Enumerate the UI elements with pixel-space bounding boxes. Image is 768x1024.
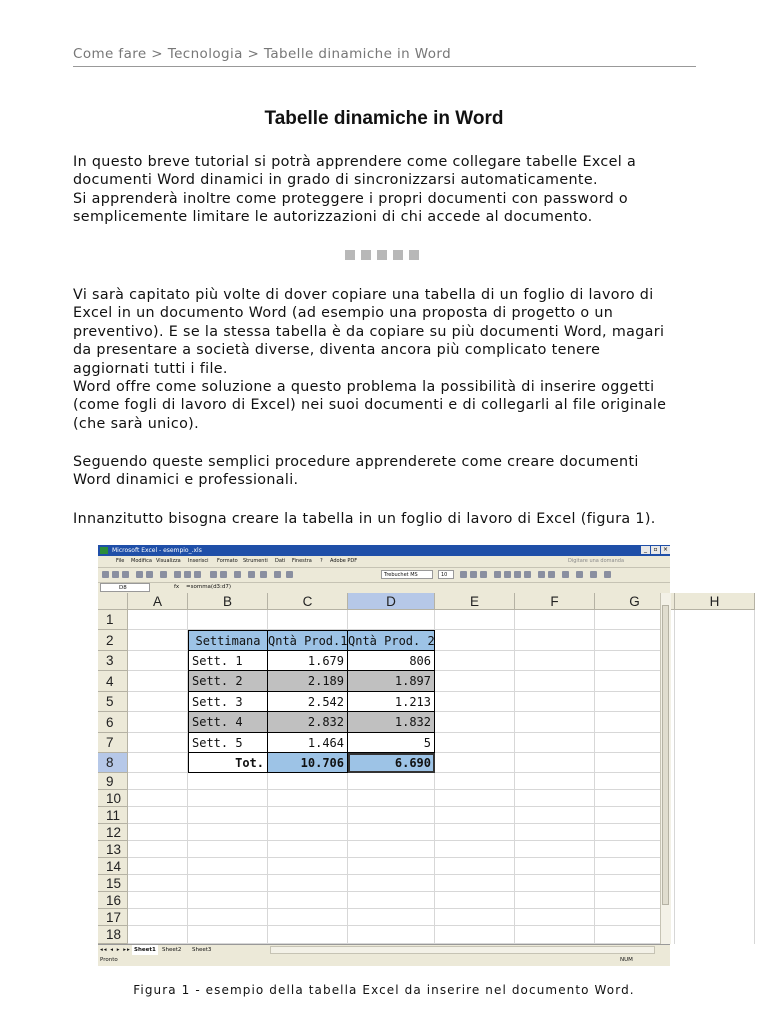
table-header-cell[interactable]: Qntà Prod.1 [268, 630, 348, 651]
align-center-icon[interactable] [504, 571, 511, 578]
sheet-tab-2[interactable]: Sheet2 [162, 947, 182, 953]
excel-title-bar [98, 545, 670, 556]
undo-icon[interactable] [210, 571, 217, 578]
row-header[interactable]: 16 [98, 892, 128, 909]
row-header[interactable]: 10 [98, 790, 128, 807]
table-cell[interactable]: 1.464 [268, 733, 348, 753]
font-name-select[interactable]: Trebuchet MS [381, 570, 433, 579]
select-all-corner[interactable] [98, 593, 128, 610]
redo-icon[interactable] [220, 571, 227, 578]
table-header-cell[interactable]: Qntà Prod. 2 [348, 630, 435, 651]
font-size-select[interactable]: 10 [438, 570, 454, 579]
table-cell[interactable]: 2.542 [268, 692, 348, 712]
body-paragraph-3 [73, 510, 703, 528]
column-header-c[interactable]: C [268, 593, 348, 610]
figure-caption: Figura 1 - esempio della tabella Excel da inserire nel documento Word. [133, 983, 635, 997]
section-separator [345, 250, 419, 260]
excel-app-icon [100, 547, 108, 554]
row-header[interactable]: 1 [98, 610, 128, 630]
text-line: Innanzitutto bisogna creare la tabella in un foglio di lavoro di Excel (figura 1). [73, 511, 656, 527]
text-line: Seguendo queste semplici procedure apprenderete come creare documenti [73, 454, 639, 470]
excel-status-bar [98, 955, 670, 966]
table-cell[interactable]: Sett. 1 [188, 651, 268, 671]
text-line: Excel in un documento Word (ad esempio una proposta di progetto o un [73, 305, 614, 322]
grid-line [128, 857, 670, 858]
grid-line [128, 806, 670, 807]
worksheet-grid[interactable] [98, 593, 720, 944]
menu-dati[interactable]: Dati [275, 558, 286, 564]
separator-square [377, 250, 387, 260]
text-line: In questo breve tutorial si potrà apprendere come collegare tabelle Excel a [73, 154, 637, 170]
body-paragraph-1 [73, 286, 703, 433]
open-icon[interactable] [112, 571, 119, 578]
align-left-icon[interactable] [494, 571, 501, 578]
grid-line [128, 891, 670, 892]
font-color-icon[interactable] [604, 571, 611, 578]
row-header[interactable]: 14 [98, 858, 128, 875]
table-cell[interactable]: Sett. 5 [188, 733, 268, 753]
close-button[interactable]: × [662, 546, 669, 553]
preview-icon[interactable] [146, 571, 153, 578]
column-header-g[interactable]: G [595, 593, 675, 610]
row-header[interactable]: 2 [98, 630, 128, 651]
row-header[interactable]: 12 [98, 824, 128, 841]
menu-finestra[interactable]: Finestra [292, 558, 312, 564]
borders-icon[interactable] [576, 571, 583, 578]
row-header[interactable]: 7 [98, 733, 128, 753]
fill-color-icon[interactable] [590, 571, 597, 578]
grid-line [128, 823, 670, 824]
table-cell[interactable]: 2.832 [268, 712, 348, 733]
chart-icon[interactable] [274, 571, 281, 578]
underline-icon[interactable] [480, 571, 487, 578]
table-cell[interactable]: Sett. 3 [188, 692, 268, 712]
scroll-thumb[interactable] [662, 605, 669, 905]
row-header[interactable]: 9 [98, 773, 128, 790]
column-header-e[interactable]: E [435, 593, 515, 610]
italic-icon[interactable] [470, 571, 477, 578]
name-box[interactable]: D8 [100, 583, 150, 592]
grid-line [128, 874, 670, 875]
table-cell[interactable]: Sett. 4 [188, 712, 268, 733]
row-header[interactable]: 15 [98, 875, 128, 892]
text-line: preventivo). E se la stessa tabella è da copiare su più documenti Word, magari [73, 323, 665, 340]
save-icon[interactable] [122, 571, 129, 578]
text-line: (come fogli di lavoro di Excel) nei suoi documenti e di collegarli al file originale [73, 397, 667, 414]
text-line: Vi sarà capitato più volte di dover copiare una tabella di un foglio di lavoro di [73, 287, 654, 303]
minimize-button[interactable]: _ [641, 546, 650, 554]
grid-line [514, 610, 515, 944]
menu-visualizza[interactable]: Visualizza [156, 558, 181, 564]
paste-icon[interactable] [194, 571, 201, 578]
row-header[interactable]: 3 [98, 651, 128, 671]
row-header[interactable]: 18 [98, 926, 128, 944]
total-label-cell[interactable]: Tot. [188, 753, 268, 773]
table-cell[interactable]: 1.897 [348, 671, 435, 692]
drawing-icon[interactable] [286, 571, 293, 578]
status-text: Pronto [100, 957, 118, 963]
menu-inserisci[interactable]: Inserisci [188, 558, 209, 564]
separator-square [345, 250, 355, 260]
text-line: semplicemente limitare le autorizzazioni di chi accede al documento. [73, 209, 593, 226]
row-header[interactable]: 6 [98, 712, 128, 733]
menu-help[interactable]: ? [320, 558, 323, 564]
autosum-icon[interactable] [248, 571, 255, 578]
separator-square [393, 250, 403, 260]
sheet-tabs-bar [98, 944, 670, 955]
merge-icon[interactable] [524, 571, 531, 578]
column-header-d[interactable]: D [348, 593, 435, 610]
currency-icon[interactable] [538, 571, 545, 578]
menu-strumenti[interactable]: Strumenti [243, 558, 268, 564]
help-search-box[interactable]: Digitare una domanda [568, 558, 625, 564]
column-header-b[interactable]: B [188, 593, 268, 610]
sheet-tab-1[interactable]: Sheet1 [134, 947, 156, 953]
new-icon[interactable] [102, 571, 109, 578]
grid-line [128, 840, 670, 841]
table-cell[interactable]: 2.189 [268, 671, 348, 692]
vertical-scrollbar[interactable] [660, 593, 671, 944]
horizontal-scrollbar[interactable] [270, 946, 655, 954]
grid-line [128, 789, 670, 790]
text-line: (che sarà unico). [73, 415, 200, 432]
table-cell[interactable]: 1.832 [348, 712, 435, 733]
grid-line [754, 610, 755, 944]
separator-square [409, 250, 419, 260]
menu-adobe-pdf[interactable]: Adobe PDF [330, 558, 358, 564]
excel-screenshot [98, 545, 720, 966]
grid-line [594, 610, 595, 944]
menu-modifica[interactable]: Modifica [131, 558, 152, 564]
breadcrumb[interactable]: Come fare > Tecnologia > Tabelle dinamiche in Word [73, 46, 696, 67]
text-line: documenti Word dinamici in grado di sincronizzarsi automaticamente. [73, 172, 598, 189]
sheet-nav-arrows[interactable]: ◂◂ ◂ ▸ ▸▸ [100, 947, 131, 953]
menu-file[interactable]: File [116, 558, 125, 564]
column-header-f[interactable]: F [515, 593, 595, 610]
table-cell[interactable]: 5 [348, 733, 435, 753]
copy-icon[interactable] [184, 571, 191, 578]
row-header[interactable]: 5 [98, 692, 128, 712]
formula-input[interactable]: =somma(d3:d7) [186, 584, 232, 590]
print-icon[interactable] [136, 571, 143, 578]
body-paragraph-2 [73, 453, 703, 490]
text-line: da presentare a società diverse, diventa ancora più complicato tenere [73, 342, 601, 359]
fx-icon: fx [174, 584, 180, 590]
table-cell[interactable]: 806 [348, 651, 435, 671]
indent-icon[interactable] [562, 571, 569, 578]
text-line: Word dinamici e professionali. [73, 472, 299, 489]
column-header-h[interactable]: H [675, 593, 755, 610]
column-header-a[interactable]: A [128, 593, 188, 610]
cut-icon[interactable] [174, 571, 181, 578]
text-line: aggiornati tutti i file. [73, 360, 228, 377]
table-cell[interactable]: Sett. 2 [188, 671, 268, 692]
sort-icon[interactable] [260, 571, 267, 578]
excel-menu-bar [98, 556, 670, 567]
menu-formato[interactable]: Formato [217, 558, 238, 564]
grid-line [674, 610, 675, 944]
bold-icon[interactable] [460, 571, 467, 578]
table-header-cell[interactable]: Settimana [188, 630, 268, 651]
total-cell[interactable]: 10.706 [268, 753, 348, 773]
num-lock-indicator: NUM [620, 957, 633, 963]
percent-icon[interactable] [548, 571, 555, 578]
text-line: Si apprenderà inoltre come proteggere i propri documenti con password o [73, 190, 629, 207]
restore-button[interactable]: ▫ [651, 546, 660, 554]
row-header[interactable]: 8 [98, 753, 128, 773]
excel-toolbar [98, 567, 670, 583]
table-cell[interactable]: 1.679 [268, 651, 348, 671]
table-cell[interactable]: 1.213 [348, 692, 435, 712]
separator-square [361, 250, 371, 260]
excel-window-title: Microsoft Excel - esempio_.xls [112, 547, 202, 554]
row-header[interactable]: 11 [98, 807, 128, 824]
row-header[interactable]: 4 [98, 671, 128, 692]
intro-paragraph [73, 153, 703, 227]
row-header[interactable]: 17 [98, 909, 128, 926]
text-line: Word offre come soluzione a questo problema la possibilità di inserire oggetti [73, 379, 655, 396]
row-header[interactable]: 13 [98, 841, 128, 858]
sheet-tab-3[interactable]: Sheet3 [192, 947, 212, 953]
align-right-icon[interactable] [514, 571, 521, 578]
total-cell[interactable]: 6.690 [348, 753, 435, 773]
page-title: Tabelle dinamiche in Word [264, 108, 504, 129]
grid-line [128, 925, 670, 926]
spelling-icon[interactable] [160, 571, 167, 578]
grid-line [128, 908, 670, 909]
hyperlink-icon[interactable] [234, 571, 241, 578]
formula-bar [98, 582, 670, 593]
